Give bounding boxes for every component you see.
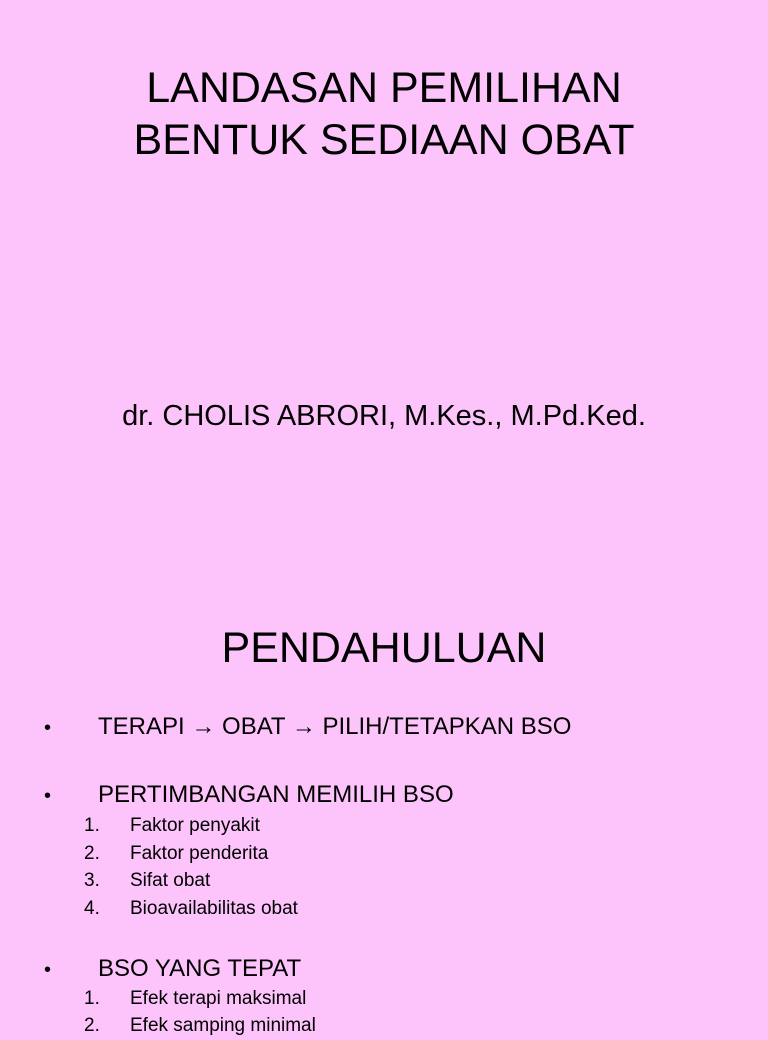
sub-list-item [84, 1012, 316, 1040]
sub-item-number: 2. [84, 843, 100, 864]
sub-item-text: Faktor penyakit [130, 815, 260, 836]
bullet-text: PERTIMBANGAN MEMILIH BSO [98, 781, 454, 808]
title-line-2: BENTUK SEDIAAN OBAT [133, 116, 635, 164]
bullet-item [44, 954, 301, 985]
sub-list-item [84, 840, 268, 868]
sub-list-item [84, 985, 306, 1013]
sub-list-item [84, 895, 298, 923]
sub-item-text: Efek terapi maksimal [130, 988, 307, 1009]
bullet-text: BSO YANG TEPAT [98, 955, 302, 982]
sub-list-item [84, 812, 260, 840]
sub-item-number: 4. [84, 898, 100, 919]
sub-list-item [84, 867, 210, 895]
sub-item-text: Bioavailabilitas obat [130, 898, 298, 919]
section-heading: PENDAHULUAN [221, 624, 547, 672]
title-line-1: LANDASAN PEMILIHAN [146, 64, 622, 112]
sub-item-text: Efek samping minimal [130, 1015, 316, 1036]
sub-item-text: Faktor penderita [130, 843, 269, 864]
bullet-item [44, 780, 454, 811]
slide-title [0, 62, 768, 166]
bullet-item [44, 712, 571, 743]
sub-item-text: Sifat obat [130, 870, 211, 891]
sub-item-number: 1. [84, 988, 100, 1009]
sub-item-number: 3. [84, 870, 100, 891]
author-name: dr. CHOLIS ABRORI, M.Kes., M.Pd.Ked. [122, 400, 646, 432]
bullet-text: TERAPI → OBAT → PILIH/TETAPKAN BSO [98, 713, 572, 740]
sub-item-number: 1. [84, 815, 100, 836]
bullet-marker: • [44, 785, 52, 807]
bullet-marker: • [44, 959, 52, 981]
bullet-marker: • [44, 717, 52, 739]
sub-item-number: 2. [84, 1015, 100, 1036]
